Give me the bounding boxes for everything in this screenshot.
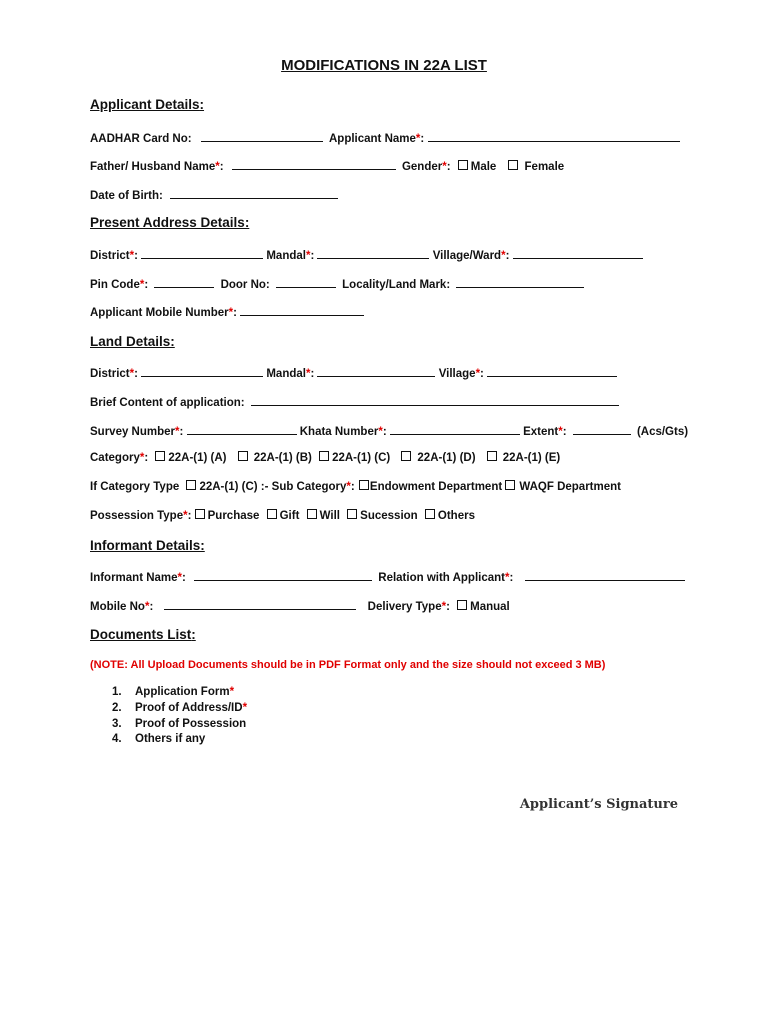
male-label: Male <box>470 161 497 173</box>
land-details-heading: Land Details: <box>90 334 175 349</box>
category-d-label: 22A-(1) (D) <box>417 452 476 464</box>
waqf-label: WAQF Department <box>519 481 621 493</box>
mandal-field[interactable] <box>317 247 429 259</box>
manual-label: Manual <box>470 601 510 613</box>
succession-checkbox[interactable] <box>347 509 357 519</box>
will-checkbox[interactable] <box>307 509 317 519</box>
dob-field[interactable] <box>170 187 338 199</box>
district-field[interactable] <box>141 247 263 259</box>
category-e-label: 22A-(1) (E) <box>502 452 561 464</box>
manual-checkbox[interactable] <box>457 600 467 610</box>
informant-name-label: Informant Name <box>90 572 178 584</box>
father-row: Father/ Husband Name*: Gender*: Male Female <box>90 158 564 174</box>
documents-list <box>112 686 247 749</box>
extent-unit: (Acs/Gts) <box>636 426 689 438</box>
list-item-number: 4. <box>112 733 122 746</box>
district-label: District <box>90 250 130 262</box>
informant-mobile-field[interactable] <box>164 598 356 610</box>
female-checkbox[interactable] <box>508 160 518 170</box>
survey-field[interactable] <box>187 423 297 435</box>
list-item-number: 2. <box>112 701 122 714</box>
delivery-type-label: Delivery Type <box>367 601 442 613</box>
required-marker: * <box>242 701 248 714</box>
informant-name-field[interactable] <box>194 569 372 581</box>
applicant-mobile-field[interactable] <box>240 304 364 316</box>
list-item-label: Others if any <box>135 733 206 746</box>
category-a-label: 22A-(1) (A) <box>168 452 227 464</box>
father-label: Father/ Husband Name <box>90 161 216 173</box>
survey-row: Survey Number*: Khata Number*: Extent*: (Acs/Gts) <box>90 423 688 439</box>
dob-row <box>90 187 341 203</box>
purchase-checkbox[interactable] <box>195 509 205 519</box>
list-item <box>112 718 247 734</box>
documents-heading-text: Documents List <box>90 627 192 642</box>
land-village-label: Village <box>438 368 476 380</box>
category-b-checkbox[interactable] <box>238 451 248 461</box>
list-item-label: Proof of Possession <box>135 717 247 730</box>
list-item-number: 3. <box>112 717 122 730</box>
village-ward-field[interactable] <box>513 247 643 259</box>
aadhar-label: AADHAR Card No: <box>90 133 192 145</box>
applicant-mobile-label: Applicant Mobile Number <box>90 307 229 319</box>
pin-code-field[interactable] <box>154 276 214 288</box>
category-a-checkbox[interactable] <box>155 451 165 461</box>
category-c-checkbox[interactable] <box>319 451 329 461</box>
male-checkbox[interactable] <box>458 160 468 170</box>
extent-field[interactable] <box>573 423 631 435</box>
required-marker: * <box>229 686 235 698</box>
mobile-row: Applicant Mobile Number*: <box>90 304 364 320</box>
relation-field[interactable] <box>525 569 685 581</box>
mandal-label: Mandal <box>266 250 306 262</box>
if-category-value: 22A-(1) (C) :- Sub Category <box>199 481 347 493</box>
aadhar-row: AADHAR Card No: Applicant Name*: <box>90 130 683 146</box>
relation-label: Relation with Applicant <box>378 572 505 584</box>
village-ward-label: Village/Ward <box>432 250 502 262</box>
present-address-heading: Present Address Details: <box>90 215 250 230</box>
endowment-label: Endowment Department <box>369 481 503 493</box>
khata-field[interactable] <box>390 423 520 435</box>
if-category-row: If Category Type 22A-(1) (C) :- Sub Category*: Endowment Department WAQF Department <box>90 481 621 493</box>
applicant-heading-text: Applicant Details <box>90 97 200 112</box>
category-row: Category*: 22A-(1) (A) 22A-(1) (B) 22A-(1) (C) 22A-(1) (D) 22A-(1) (E) <box>90 452 561 464</box>
door-no-label: Door No: <box>220 279 270 291</box>
informant-details-heading: Informant Details: <box>90 538 205 553</box>
gender-label: Gender <box>401 161 443 173</box>
applicant-signature-label: Applicant’s Signature <box>519 797 678 812</box>
list-item <box>112 686 247 702</box>
address-row-2: Pin Code*: Door No: Locality/Land Mark: <box>90 276 587 292</box>
door-no-field[interactable] <box>276 276 336 288</box>
land-mandal-label: Mandal <box>266 368 306 380</box>
if-category-label: If Category Type <box>90 481 180 493</box>
waqf-checkbox[interactable] <box>505 480 515 490</box>
documents-list-heading: Documents List: <box>90 627 196 642</box>
category-e-checkbox[interactable] <box>487 451 497 461</box>
brief-content-field[interactable] <box>251 394 619 406</box>
female-label: Female <box>524 161 565 173</box>
category-c-label: 22A-(1) (C) <box>332 452 391 464</box>
dob-label: Date of Birth: <box>90 190 163 202</box>
category-label: Category <box>90 452 140 464</box>
gift-label: Gift <box>279 510 300 522</box>
aadhar-field[interactable] <box>201 130 323 142</box>
informant-row: Informant Name*: Relation with Applicant*: <box>90 569 688 585</box>
locality-label: Locality/Land Mark: <box>342 279 451 291</box>
list-item <box>112 702 247 718</box>
possession-row: Possession Type*: Purchase Gift Will Sucession Others <box>90 510 475 522</box>
khata-label: Khata Number <box>299 426 379 438</box>
possession-label: Possession Type <box>90 510 184 522</box>
informant-mobile-row: Mobile No*: Delivery Type*: Manual <box>90 598 510 614</box>
informant-mobile-label: Mobile No <box>90 601 145 613</box>
land-district-label: District <box>90 368 130 380</box>
category-d-checkbox[interactable] <box>401 451 411 461</box>
purchase-label: Purchase <box>207 510 260 522</box>
succession-label: Sucession <box>360 510 418 522</box>
list-item <box>112 733 247 749</box>
land-district-field[interactable] <box>141 365 263 377</box>
address-row-1: District*: Mandal*: Village/Ward*: <box>90 247 643 263</box>
others-checkbox[interactable] <box>425 509 435 519</box>
category-b-label: 22A-(1) (B) <box>253 452 312 464</box>
if-category-checkbox[interactable] <box>186 480 196 490</box>
gift-checkbox[interactable] <box>267 509 277 519</box>
applicant-name-field[interactable] <box>428 130 680 142</box>
list-item-number: 1. <box>112 686 122 698</box>
land-mandal-field[interactable] <box>317 365 435 377</box>
list-item-label: Application Form <box>135 686 230 698</box>
pin-code-label: Pin Code <box>90 279 140 291</box>
father-name-field[interactable] <box>232 158 396 170</box>
brief-row <box>90 394 622 410</box>
land-row-1: District*: Mandal*: Village*: <box>90 365 617 381</box>
locality-field[interactable] <box>456 276 584 288</box>
documents-note: (NOTE: All Upload Documents should be in PDF Format only and the size should not exceed 3 MB) <box>90 659 606 671</box>
applicant-name-label: Applicant Name <box>329 133 416 145</box>
others-label: Others <box>437 510 475 522</box>
page-title: MODIFICATIONS IN 22A LIST <box>281 57 487 74</box>
applicant-details-heading: Applicant Details: <box>90 97 205 112</box>
will-label: Will <box>319 510 340 522</box>
brief-content-label: Brief Content of application: <box>90 397 245 409</box>
land-village-field[interactable] <box>487 365 617 377</box>
extent-label: Extent <box>523 426 559 438</box>
list-item-label: Proof of Address/ID <box>135 701 243 714</box>
endowment-checkbox[interactable] <box>359 480 369 490</box>
survey-label: Survey Number <box>90 426 176 438</box>
